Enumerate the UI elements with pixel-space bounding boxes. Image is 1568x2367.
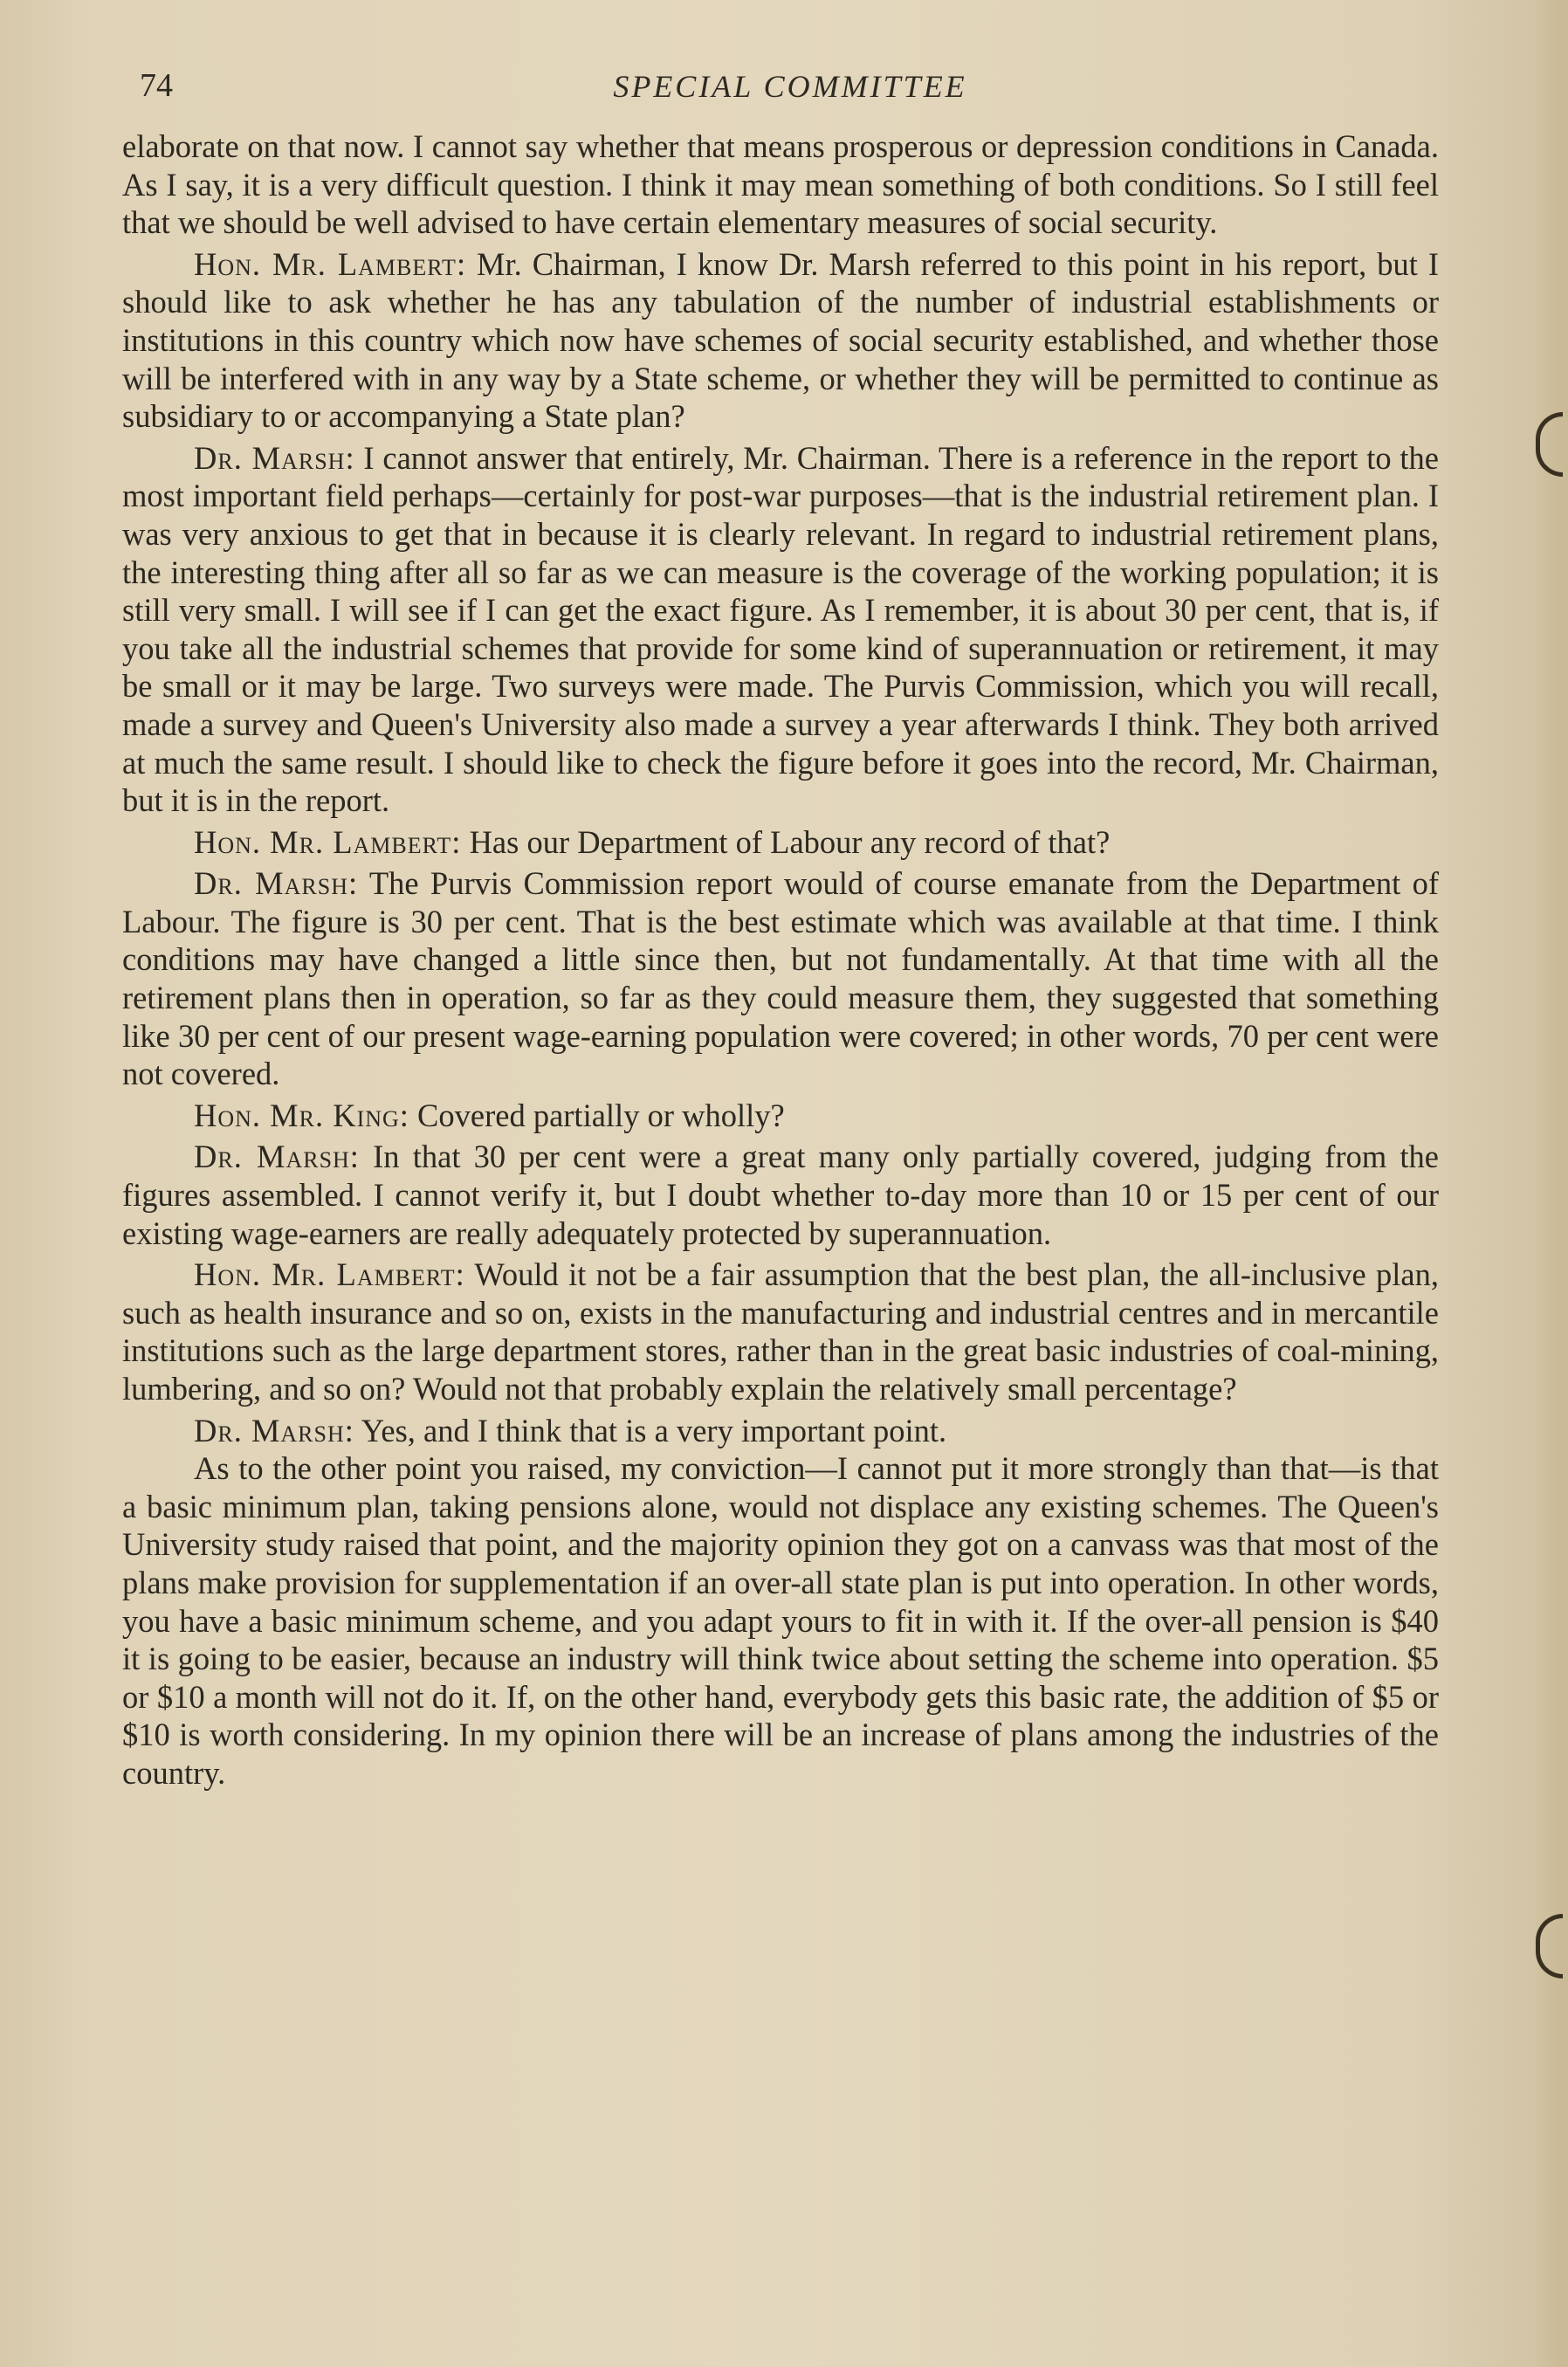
speaker-label: Dr. Marsh:	[194, 865, 359, 902]
speaker-label: Hon. Mr. Lambert:	[194, 245, 467, 282]
paragraph	[122, 127, 1439, 242]
paragraph	[122, 1412, 1439, 1450]
paragraph	[122, 1256, 1439, 1407]
paragraph-text: As to the other point you raised, my conviction—I cannot put it more strongly than that—is that a basic minimum plan, taking pensions alone, would not displace any existing schemes. The Queen's University study raised that point, and the majority opinion they got on a canvass was that most of the plans make provision for supplementation if an over-all state plan is put into operation. In other words, you have a basic minimum scheme, and you adapt yours to fit in with it. If the over-all pension is $40 it is going to be easier, because an industry will think twice about setting the scheme into operation. $5 or $10 a month will not do it. If, on the other hand, everybody gets this basic rate, the addition of $5 or $10 is worth considering. In my opinion there will be an increase of plans among the industries of the country.	[122, 1450, 1439, 1791]
speaker-label: Dr. Marsh:	[194, 1412, 354, 1448]
paragraph-text: Covered partially or wholly?	[417, 1097, 785, 1133]
paragraph	[122, 1449, 1439, 1792]
paragraph	[122, 439, 1439, 820]
running-head: SPECIAL COMMITTEE	[613, 69, 967, 104]
paragraph-text: elaborate on that now. I cannot say whether that means prosperous or depression conditions in Canada. As I say, it is a very difficult question. I think it may mean something of both conditions. So I still feel that we should be well advised to have certain elementary measures of social security.	[122, 128, 1439, 241]
speaker-label: Hon. Mr. Lambert:	[194, 1256, 465, 1293]
paragraph	[122, 1138, 1439, 1252]
speaker-label: Dr. Marsh:	[194, 439, 355, 476]
paragraph	[122, 823, 1439, 862]
speaker-label: Dr. Marsh:	[194, 1139, 360, 1175]
page-number: 74	[140, 67, 173, 104]
paragraph	[122, 1097, 1439, 1135]
paragraph-text: Yes, and I think that is a very important point.	[361, 1412, 947, 1448]
page-edge-shadow	[1533, 0, 1568, 2367]
paragraph	[122, 245, 1439, 436]
paragraph-text: Mr. Chairman, I know Dr. Marsh referred to this point in his report, but I should like to ask whether he has any tabulation of the number of industrial establishments or institutions in this country which now have schemes of social security established, and whether those will be interfered with in any way by a State scheme, or whether they will be permitted to continue as subsidiary to or accompanying a State plan?	[122, 245, 1439, 435]
paragraph-text: Has our Department of Labour any record of that?	[469, 823, 1111, 860]
speaker-label: Hon. Mr. King:	[194, 1097, 409, 1133]
paragraph-text: In that 30 per cent were a great many only partially covered, judging from the figures assembled. I cannot verify it, but I doubt whether to-day more than 10 or 15 per cent of our existing wage-earners are really adequately protected by superannuation.	[122, 1139, 1440, 1251]
paragraph	[122, 864, 1439, 1093]
page-header	[140, 59, 1441, 112]
body-text	[122, 127, 1439, 1792]
paragraph-text: Would it not be a fair assumption that the best plan, the all-inclusive plan, such as health insurance and so on, exists in the manufacturing and industrial centres and in mercantile institutions such as the large department stores, rather than in the great basic industries of coal-mining, lumbering, and so on? Would not that probably explain the relatively small percentage?	[122, 1256, 1440, 1407]
speaker-label: Hon. Mr. Lambert:	[194, 823, 462, 860]
paragraph-text: I cannot answer that entirely, Mr. Chairman. There is a reference in the report to the most important field perhaps—certainly for post-war purposes—that is the industrial retirement plan. I was very anxious to get that in because it is clearly relevant. In regard to industrial retirement plans, the interesting thing after all so far as we can measure is the coverage of the working population; it is still very small. I will see if I can get the exact figure. As I remember, it is about 30 per cent, that is, if you take all the industrial schemes that provide for some kind of superannuation or retirement, it may be small or it may be large. Two surveys were made. The Purvis Commission, which you will recall, made a survey and Queen's University also made a survey a year afterwards I think. They both arrived at much the same result. I should like to check the figure before it goes into the record, Mr. Chairman, but it is in the report.	[122, 439, 1440, 819]
paragraph-text: The Purvis Commission report would of course emanate from the Department of Labour. The figure is 30 per cent. That is the best estimate which was available at that time. I think conditions may have changed a little since then, but not fundamentally. At that time with all the retirement plans then in operation, so far as they could measure them, they suggested that something like 30 per cent of our present wage-earning population were covered; in other words, 70 per cent were not covered.	[122, 865, 1440, 1092]
